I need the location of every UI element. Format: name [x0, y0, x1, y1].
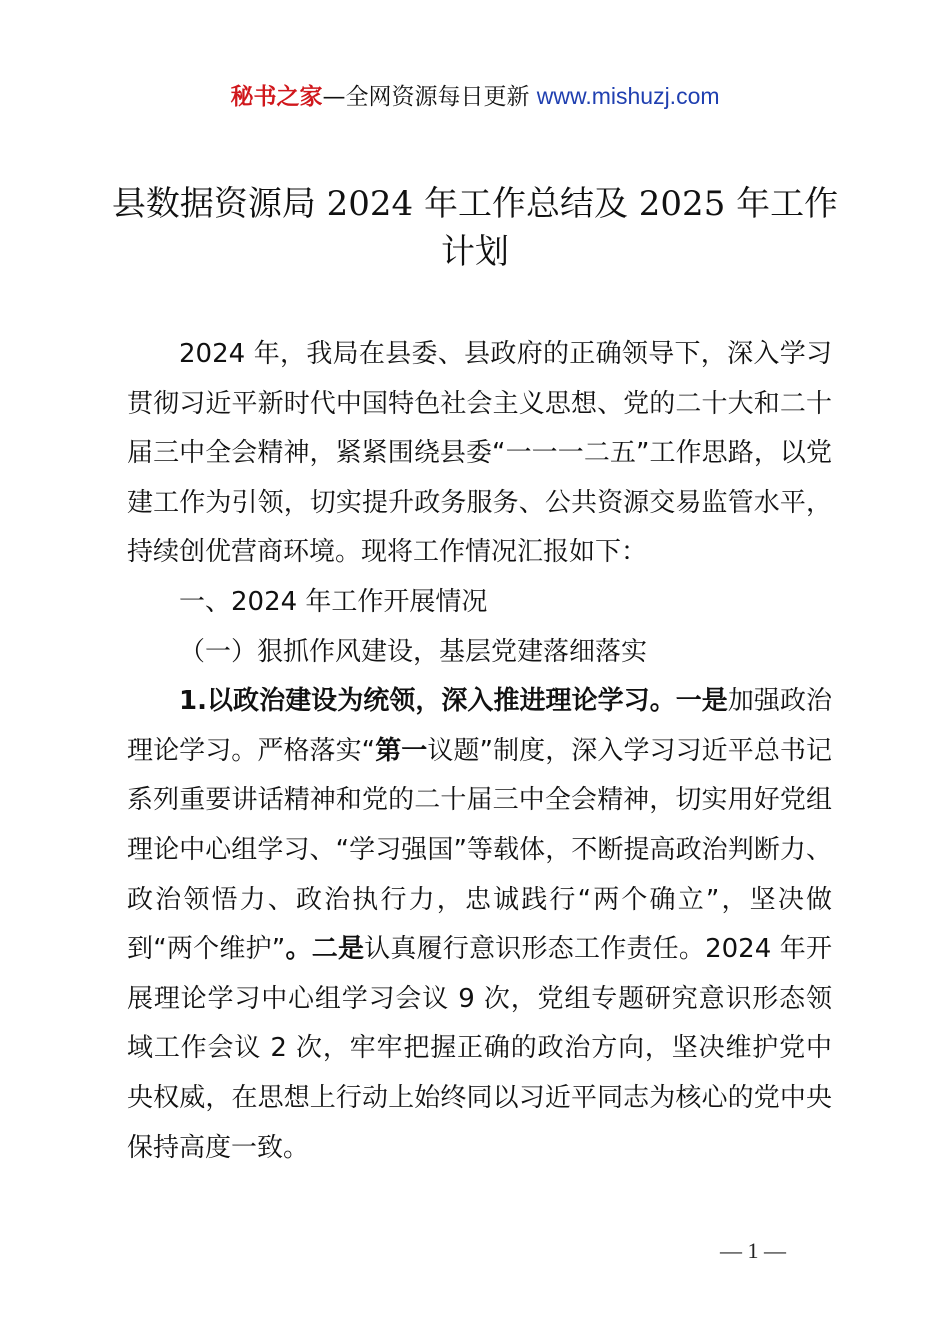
header-tagline: —全网资源每日更新: [322, 84, 530, 110]
section-heading: 一、2024 年工作开展情况: [179, 586, 488, 617]
intro-paragraph: 2024 年，我局在县委、县政府的正确领导下，深入学习贯彻习近平新时代中国特色社会主义思想、党的二十大和二十届三中全会精神，紧紧围绕县委“一一一二五”工作思路，以党建工作为引领，切实提升政务服务、公共资源交易监管水平，持续创优营商环境。现将工作情况汇报如下：: [127, 339, 832, 568]
subsection-heading: （一）狠抓作风建设，基层党建落细落实: [179, 636, 648, 667]
first-marker: 一是: [675, 686, 728, 717]
site-url-link[interactable]: www.mishuzj.com: [536, 83, 720, 109]
page-number: — 1 —: [720, 1238, 786, 1263]
first-end: 。: [285, 934, 312, 965]
item-lead: 1.以政治建设为统领，深入推进理论学习。: [179, 686, 676, 717]
document-title: [100, 180, 850, 276]
first-text-a: 加强政治理论学习。严格落实“: [127, 686, 832, 766]
second-text: 认真履行意识形态工作责任。2024 年开展理论学习中心组学习会议 9 次，党组专题研究意识形态领域工作会议 2 次，牢牢把握正确的政治方向，坚决维护党中央权威，在思想上行动上始终同以习近平同志为核心的党中央保持高度一致。: [127, 934, 832, 1163]
site-header: [0, 80, 950, 113]
first-bold: 第一: [375, 735, 428, 766]
second-marker: 二是: [311, 934, 365, 965]
first-text-b: 议题”制度，深入学习习近平总书记系列重要讲话精神和党的二十届三中全会精神，切实用好党组理论中心组学习、“学习强国”等载体，不断提高政治判断力、政治领悟力、政治执行力，忠诚践行“两个确立”，坚决做到“两个维护”: [127, 735, 832, 965]
document-body: [127, 330, 832, 1173]
title-line-2: 计划: [441, 232, 509, 272]
title-line-1: 县数据资源局 2024 年工作总结及 2025 年工作: [111, 184, 839, 224]
item-paragraph: [127, 677, 832, 1173]
brand-name: 秘书之家: [230, 84, 323, 110]
